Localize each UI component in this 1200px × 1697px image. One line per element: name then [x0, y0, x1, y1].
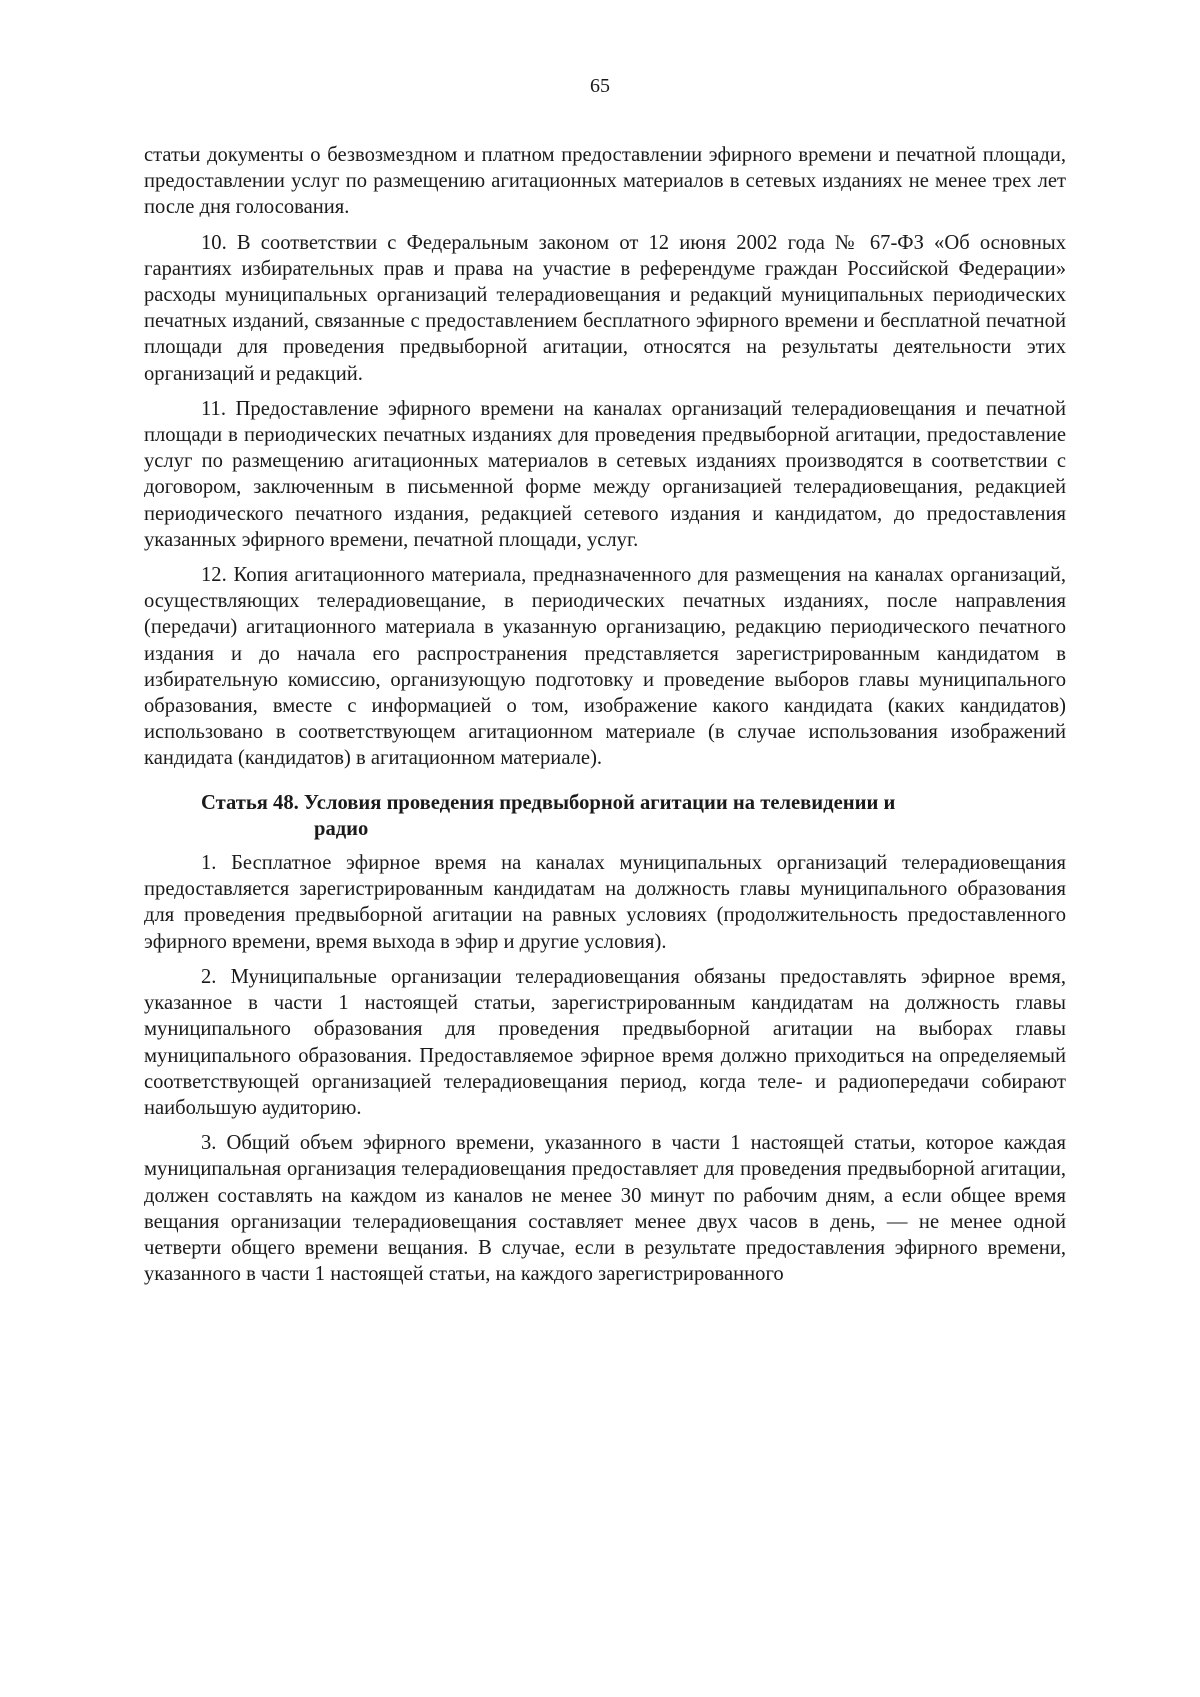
article-heading-line2: радио	[314, 817, 369, 840]
page-number: 65	[590, 75, 610, 97]
paragraph-item-3: 3. Общий объем эфирного времени, указанного в части 1 настоящей статьи, которое каждая муниципальная организация телерадиовещания предоставляет для проведения предвыборной агитации, должен составлять на каждом из каналов не менее 30 минут по рабочим дням, а если общее время вещания организации телерадиовещания составляет менее двух часов в день, — не менее одной четверти общего времени вещания. В случае, если в результате предоставления эфирного времени, указанного в части 1 настоящей статьи, на каждого зарегистрированного	[144, 1132, 1066, 1286]
paragraph-item-2: 2. Муниципальные организации телерадиовещания обязаны предоставлять эфирное время, указанное в части 1 настоящей статьи, зарегистрированным кандидатам на должность главы муниципального образования для проведения предвыборной агитации на выборах главы муниципального образования. Предоставляемое эфирное время должно приходиться на определяемый соответствующей организацией телерадиовещания период, когда теле- и радиопередачи собирают наибольшую аудиторию.	[144, 965, 1066, 1119]
paragraph-item-1: 1. Бесплатное эфирное время на каналах муниципальных организаций телерадиовещания предоставляется зарегистрированным кандидатам на должность главы муниципального образования для проведения предвыборной агитации на равных условиях (продолжительность предоставленного эфирного времени, время выхода в эфир и другие условия).	[144, 852, 1066, 953]
paragraph-item-11: 11. Предоставление эфирного времени на каналах организаций телерадиовещания и печатной площади в периодических печатных изданиях для проведения предвыборной агитации, предоставление услуг по размещению агитационных материалов в сетевых изданиях производятся в соответствии с договором, заключенным в письменной форме между организацией телерадиовещания, редакцией периодического печатного издания, редакцией сетевого издания и кандидатом, до предоставления указанных эфирного времени, печатной площади, услуг.	[144, 397, 1066, 551]
paragraph-item-10: 10. В соответствии с Федеральным законом от 12 июня 2002 года № 67-ФЗ «Об основных гарантиях избирательных прав и права на участие в референдуме граждан Российской Федерации» расходы муниципальных организаций телерадиовещания и редакций муниципальных периодических печатных изданий, связанные с предоставлением бесплатного эфирного времени и бесплатной печатной площади для проведения предвыборной агитации, относятся на результаты деятельности этих организаций и редакций.	[144, 231, 1066, 385]
paragraph-item-12: 12. Копия агитационного материала, предназначенного для размещения на каналах организаций, осуществляющих телерадиовещание, в периодических печатных изданиях, после направления (передачи) агитационного материала в указанную организацию, редакцию периодического печатного издания и до начала его распространения представляется зарегистрированным кандидатом в избирательную комиссию, организующую подготовку и проведение выборов главы муниципального образования, вместе с информацией о том, изображение какого кандидата (каких кандидатов) использовано в соответствующем агитационном материале (в случае использования изображений кандидата (кандидатов) в агитационном материале).	[144, 564, 1066, 770]
article-heading-line1: Статья 48. Условия проведения предвыборной агитации на телевидении и	[201, 791, 896, 814]
article-heading	[144, 790, 1066, 842]
document-body	[144, 142, 1066, 1296]
paragraph-continuation: статьи документы о безвозмездном и платном предоставлении эфирного времени и печатной площади, предоставлении услуг по размещению агитационных материалов в сетевых изданиях не менее трех лет после дня голосования.	[144, 144, 1066, 219]
